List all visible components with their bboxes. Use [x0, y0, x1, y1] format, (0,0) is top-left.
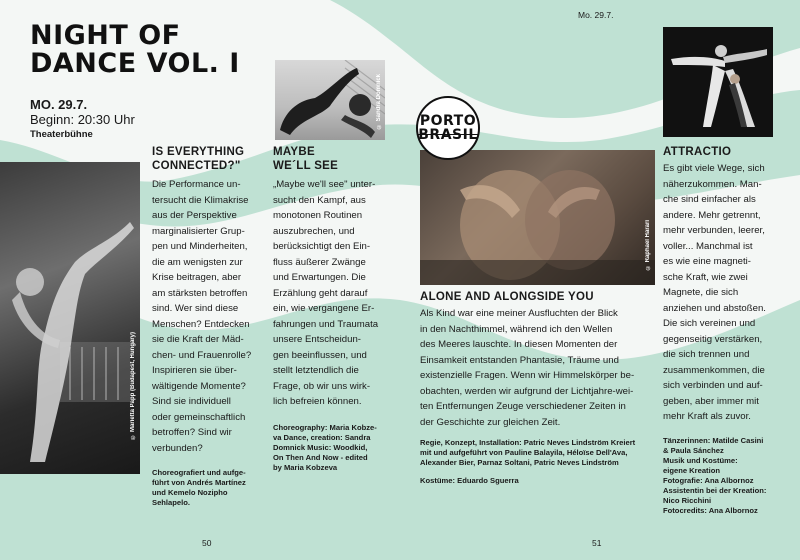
piece1-body	[152, 177, 272, 456]
text-line: marginalisierter Grup-	[152, 225, 245, 237]
text-line: tersucht die Klimakrise	[152, 194, 249, 206]
text-line: voller... Manchmal ist	[663, 240, 753, 252]
credit-line: Fotocredits: Ana Albornoz	[663, 506, 758, 515]
photo-is-everything-connected	[0, 162, 140, 474]
text-line: stellt letztendlich die	[273, 365, 359, 376]
page-number-right: 51	[592, 538, 602, 548]
text-line: des Meeres lauschte. In diesen Momenten der	[420, 339, 618, 350]
credit-line: & Paula Sánchez	[663, 446, 724, 455]
text-line: Als Kind war eine meiner Ausfluchten der Blick	[420, 308, 618, 319]
photo-credit-piece2: © Sandra Domnick	[376, 74, 382, 130]
text-line: die am wenigsten zur	[152, 256, 243, 268]
credit-line: Assistentin bei der Kreation:	[663, 486, 767, 495]
piece3-title: ALONE AND ALONGSIDE YOU	[420, 291, 594, 303]
text-line: die sich trennen und	[663, 349, 750, 360]
text-line: obachten, werden wir aufgrund der Lichtjahre-wei-	[420, 385, 634, 397]
credit-line: Choreografiert und aufge-	[152, 468, 246, 477]
event-title-line1: NIGHT OF	[30, 20, 181, 51]
piece2-body	[273, 177, 398, 410]
text-line: der Geschichte zur gleichen Zeit.	[420, 416, 561, 428]
piece1-title-line2: CONNECTED?"	[152, 160, 241, 172]
piece1-title	[152, 145, 272, 173]
event-title-line2: DANCE VOL. I	[30, 48, 240, 79]
text-line: chen- und Frauenrolle?	[152, 349, 252, 361]
piece3-body	[420, 306, 660, 430]
text-line: auszubrechen, und	[273, 225, 355, 237]
text-line: unsere Entscheidun-	[273, 334, 361, 345]
text-line: aus der Perspektive	[152, 210, 237, 221]
text-line: Krise beitragen, aber	[152, 272, 242, 283]
logo-text-porto: PORTO	[419, 113, 477, 129]
text-line: che sind einfacher als	[663, 194, 756, 205]
logo-text-brasil: BRASIL	[418, 127, 478, 143]
text-line: ein, wie vergangene Er-	[273, 303, 375, 314]
piece4-body	[663, 161, 791, 425]
text-line: in den Nachthimmel, während ich den Wellen	[420, 323, 613, 335]
credit-line: Fotografie: Ana Albornoz	[663, 476, 754, 485]
event-time: Beginn: 20:30 Uhr	[30, 112, 135, 127]
text-line: ten Entfernungen Zeuge verschiedener Zeiten in	[420, 401, 626, 412]
piece2-title-line1: MAYBE	[273, 146, 315, 158]
credit-line: va Dance, creation: Sandra	[273, 433, 371, 442]
piece1-title-line1: IS EVERYTHING	[152, 146, 245, 158]
text-line: Inspirieren sie über-	[152, 365, 237, 376]
text-line: gegenseitig verstärken,	[663, 333, 763, 345]
porto-brasil-logo	[416, 96, 480, 160]
credit-line: Regie, Konzept, Installation: Patric Neves Lindström Kreiert	[420, 438, 636, 447]
text-line: mehr verbunden, leerer,	[663, 225, 765, 236]
piece1-credits	[152, 468, 272, 508]
text-line: lich befreien können.	[273, 396, 362, 407]
text-line: Die sich vereinen und	[663, 318, 756, 329]
event-date: MO. 29.7.	[30, 97, 88, 112]
page-date: Mo. 29.7.	[578, 10, 614, 20]
text-line: und Erwartungen. Die	[273, 272, 366, 283]
text-line: Frage, ob wir uns wirk-	[273, 380, 371, 392]
piece2-title	[273, 145, 393, 173]
photo-alone-and-alongside-you	[420, 150, 655, 285]
text-line: Erzählung geht darauf	[273, 287, 368, 299]
text-line: betroffen? Sind wir	[152, 427, 232, 438]
text-line: monotonen Routinen	[273, 210, 363, 221]
piece2-credits	[273, 423, 398, 473]
text-line: Einsamkeit entstanden Phantasie, Träume und	[420, 354, 619, 366]
piece2-title-line2: WE´LL SEE	[273, 160, 339, 172]
piece3-costume: Kostüme: Eduardo Sguerra	[420, 476, 519, 485]
credit-line: by Maria Kobzeva	[273, 463, 338, 472]
text-line: pen und Minderheiten,	[152, 241, 248, 252]
credit-line: führt von Andrés Martínez	[152, 478, 246, 487]
text-line: oder gemeinschaftlich	[152, 411, 246, 423]
credit-line: Musik und Kostüme:	[663, 456, 738, 465]
credit-line: Alexander Bier, Parnaz Soltani, Patric Neves Lindström	[420, 458, 619, 467]
piece3-credits	[420, 438, 660, 468]
text-line: geben, aber immer mit	[663, 395, 759, 407]
text-line: wältigende Momente?	[152, 380, 246, 392]
text-line: Menschen? Entdecken	[152, 318, 250, 330]
text-line: anziehen und abstoßen.	[663, 302, 766, 314]
photo-credit-piece3: © Raphael Harari	[645, 220, 651, 271]
credit-line: Choreography: Maria Kobze-	[273, 423, 377, 432]
text-line: existenzielle Fragen. Wenn wir Himmelskörper be-	[420, 370, 635, 381]
event-venue: Theaterbühne	[30, 129, 93, 140]
text-line: am stärksten betroffen	[152, 287, 248, 299]
event-title	[30, 22, 250, 78]
text-line: sich verbinden und auf-	[663, 380, 763, 391]
text-line: gen beeinflussen, und	[273, 349, 367, 361]
text-line: Magnete, die sich	[663, 287, 739, 298]
text-line: sie die Kraft der Mäd-	[152, 334, 244, 345]
photo-attractio	[663, 27, 773, 137]
text-line: fahrungen und Traumata	[273, 318, 379, 330]
text-line: Es gibt viele Wege, sich	[663, 163, 765, 174]
piece4-credits	[663, 436, 791, 516]
credit-line: Domnick Music: Woodkid,	[273, 443, 368, 452]
text-line: andere. Mehr getrennt,	[663, 209, 761, 221]
text-line: Die Performance un-	[152, 179, 241, 190]
text-line: fluss äußerer Zwänge	[273, 256, 366, 268]
credit-line: Sehlapelo.	[152, 498, 190, 507]
text-line: sucht den Kampf, aus	[273, 194, 366, 206]
credit-line: Tänzerinnen: Matilde Casini	[663, 436, 764, 445]
text-line: verbunden?	[152, 442, 203, 454]
text-line: zusammenkommen, die	[663, 364, 765, 376]
text-line: berücksichtigt den Ein-	[273, 241, 371, 252]
photo-maybe-well-see	[275, 60, 385, 140]
text-line: sind. Wer sind diese	[152, 303, 239, 314]
photo-credit-piece1: © Marietta Papp (Budapest, Hungary)	[130, 332, 136, 440]
credit-line: und Kemelo Nozipho	[152, 488, 228, 497]
text-line: es wie eine magneti-	[663, 256, 751, 267]
text-line: sche Kraft, wie zwei	[663, 271, 748, 283]
credit-line: Nico Ricchini	[663, 496, 712, 505]
text-line: näherzukommen. Man-	[663, 178, 762, 190]
page-number-left: 50	[202, 538, 212, 548]
text-line: Sind sie individuell	[152, 396, 231, 407]
text-line: mehr Kraft als zuvor.	[663, 411, 751, 422]
credit-line: mit und aufgeführt von Pauline Balayila, Héloïse Dell'Ava,	[420, 448, 628, 457]
credit-line: eigene Kreation	[663, 466, 720, 475]
credit-line: On Then And Now - edited	[273, 453, 368, 462]
piece4-title: ATTRACTIO	[663, 146, 732, 158]
text-line: „Maybe we'll see" unter-	[273, 179, 376, 190]
